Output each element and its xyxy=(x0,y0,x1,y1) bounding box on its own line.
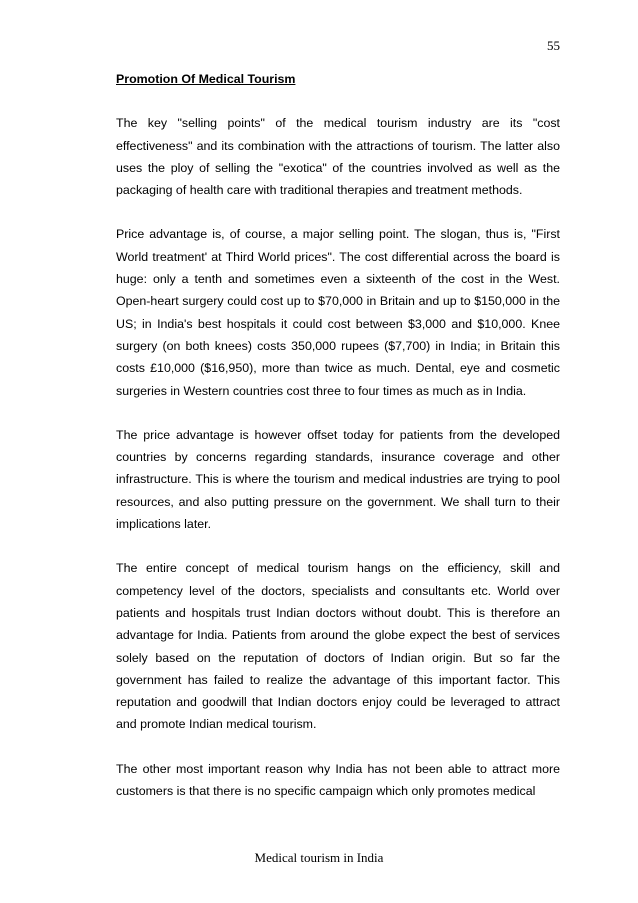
paragraph-price-advantage: Price advantage is, of course, a major selling point. The slogan, thus is, "First World treatment' at Third World prices". The cost differential across the board is huge: only a tenth and sometimes even a sixteenth of the cost in the West. Open-heart surgery could cost up to $70,000 in Britain and up to $150,000 in the US; in India's best hospitals it could cost between $3,000 and $10,000. Knee surgery (on both knees) costs 350,000 rupees ($7,700) in India; in Britain this costs £10,000 ($16,950), more than twice as much. Dental, eye and cosmetic surgeries in Western countries cost three to four times as much as in India. xyxy=(116,227,560,398)
paragraph-selling-points: The key "selling points" of the medical tourism industry are its "cost effectiveness" and its combination with the attractions of tourism. The latter also uses the ploy of selling the "exotica" of the countries involved as well as the packaging of health care with traditional therapies and treatment methods. xyxy=(116,116,560,198)
paragraph-offset-concerns: The price advantage is however offset today for patients from the developed countries by concerns regarding standards, insurance coverage and other infrastructure. This is where the tourism and medical industries are trying to pool resources, and also putting pressure on the government. We shall turn to their implications later. xyxy=(116,427,560,532)
page-content xyxy=(116,68,560,802)
section-heading: Promotion Of Medical Tourism xyxy=(116,72,296,86)
paragraph-doctor-reputation: The entire concept of medical tourism hangs on the efficiency, skill and competency level of the doctors, specialists and consultants etc. World over patients and hospitals trust Indian doctors without doubt. This is therefore an advantage for India. Patients from around the globe expect the best of services solely based on the reputation of doctors of Indian origin. But so far the government has failed to realize the advantage of this important factor. This reputation and goodwill that Indian doctors enjoy could be leveraged to attract and promote Indian medical tourism. xyxy=(116,561,560,732)
paragraph-campaign: The other most important reason why India has not been able to attract more customers is that there is no specific campaign which only promotes medical xyxy=(116,761,560,799)
page-number: 55 xyxy=(547,38,560,53)
page-footer: Medical tourism in India xyxy=(254,850,384,865)
